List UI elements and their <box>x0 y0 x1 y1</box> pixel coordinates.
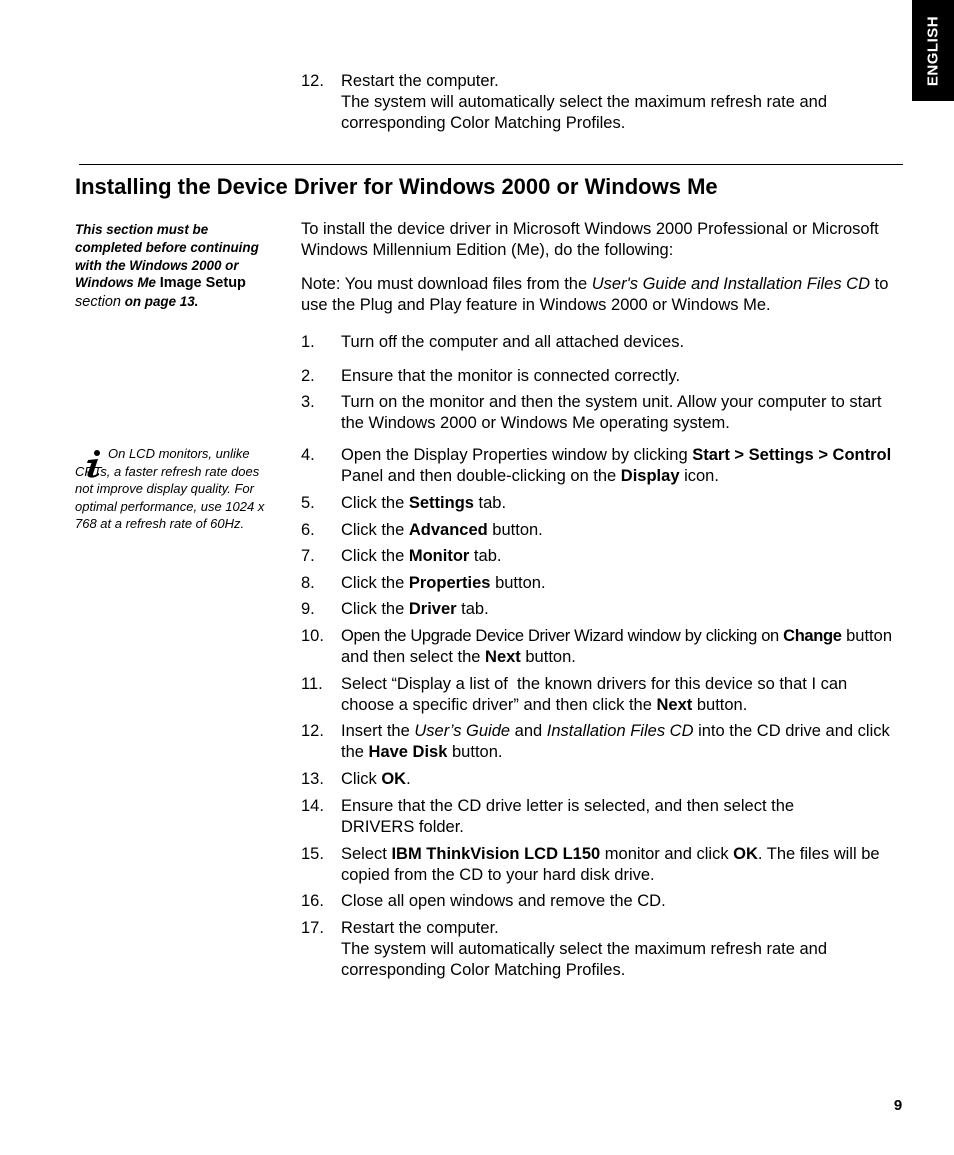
step-text-part: tab. <box>469 547 502 565</box>
sidebar-note <box>75 221 275 312</box>
ui-term: Advanced <box>408 521 488 539</box>
step-14 <box>301 796 901 838</box>
step-text-part: Click the <box>341 600 409 618</box>
ui-term: Properties <box>408 574 491 592</box>
product-name: IBM ThinkVision LCD L150 <box>391 845 601 863</box>
step-text <box>341 674 901 716</box>
note-text: Note: You must download files from the <box>301 275 592 293</box>
note-cd-title: User's Guide and Installation Files CD <box>591 275 871 293</box>
step-text: Turn on the monitor and then the system unit. Allow your computer to start the Windows 2000 or Windows Me operating system. <box>341 393 882 432</box>
step-text <box>341 520 901 541</box>
step-text: Ensure that the CD drive letter is selected, and then select the DRIVERS folder. <box>341 797 795 836</box>
step-number: 8. <box>301 574 315 592</box>
section-divider <box>79 164 903 165</box>
ui-term: Have Disk <box>368 743 448 761</box>
step-number: 6. <box>301 521 315 539</box>
step-text-part: Select “Display a list of the known drivers for this device so that I can choose a specific driver” and then click the <box>341 675 852 714</box>
step-text-part: Open the Display Properties window by clicking <box>341 446 693 464</box>
step-text-part: Open the Upgrade Device Driver Wizard window by clicking on <box>341 627 784 645</box>
step-number: 2. <box>301 367 315 385</box>
step-text <box>341 445 901 487</box>
intro-paragraph: To install the device driver in Microsoft Windows 2000 Professional or Microsoft Windows Millennium Edition (Me), do the following: <box>301 220 879 259</box>
step-text-part: Insert the <box>341 722 415 740</box>
sidebar-note-section: section <box>75 294 121 311</box>
doc-title: Installation Files CD <box>546 722 694 740</box>
step-text-part: Click the <box>341 574 409 592</box>
step-text: Restart the computer. <box>341 919 499 937</box>
step-text-part: Click <box>341 770 382 788</box>
step-2 <box>301 366 901 387</box>
step-text <box>341 626 901 668</box>
step-text-part: icon. <box>679 467 719 485</box>
step-text-part: and <box>510 722 547 740</box>
step-text-part: button. <box>490 574 546 592</box>
step-number: 3. <box>301 393 315 411</box>
step-number: 9. <box>301 600 315 618</box>
step-1 <box>301 332 901 353</box>
ui-term: Driver <box>408 600 457 618</box>
note-paragraph <box>301 274 901 316</box>
step-text: Turn off the computer and all attached devices. <box>341 333 685 351</box>
step-text-part: Click the <box>341 494 409 512</box>
step-text-part: button. <box>447 743 503 761</box>
step-detail: The system will automatically select the maximum refresh rate and corresponding Color Matching Profiles. <box>341 93 828 132</box>
step-15 <box>301 844 901 886</box>
sidebar-note-term: Image Setup <box>159 275 246 292</box>
step-text: Close all open windows and remove the CD. <box>341 892 666 910</box>
page-number: 9 <box>893 1097 903 1114</box>
step-text-part: monitor and click <box>600 845 734 863</box>
step-text-part: into the CD drive and click the <box>341 722 890 761</box>
step-10 <box>301 626 901 668</box>
step-text-part: button. <box>692 696 748 714</box>
step-11 <box>301 674 901 716</box>
step-text-part: button and then select the <box>341 627 892 666</box>
step-text: Ensure that the monitor is connected correctly. <box>341 367 681 385</box>
step-text-part: button. <box>520 648 576 666</box>
step-text-part: Panel and then double-clicking on the <box>341 467 621 485</box>
sidebar-note-text: This section must be completed before continuing with the Windows 2000 or Windows Me <box>75 222 259 291</box>
step-text: Restart the computer. <box>341 72 499 90</box>
step-text-part: . The files will be copied from the CD to your hard disk drive. <box>341 845 880 884</box>
step-text <box>341 573 901 594</box>
ui-term: Change <box>783 627 842 645</box>
language-tab-label: ENGLISH <box>924 15 942 86</box>
step-text <box>341 769 901 790</box>
step-text-part: Select <box>341 845 392 863</box>
step-3 <box>301 392 901 434</box>
ui-term: OK <box>733 845 758 863</box>
step-text-part: . <box>406 770 411 788</box>
step-text-part: button. <box>487 521 543 539</box>
step-text-part: tab. <box>473 494 507 512</box>
step-text-part: tab. <box>456 600 489 618</box>
step-number: 11. <box>301 675 323 693</box>
step-number: 14. <box>301 797 324 815</box>
step-number: 1. <box>301 333 315 351</box>
step-text-part: Click the <box>341 547 409 565</box>
menu-path: Start > Settings > Control <box>692 446 892 464</box>
step-number: 16. <box>301 892 324 910</box>
step-number: 13. <box>301 770 324 788</box>
step-5 <box>301 493 901 514</box>
step-17 <box>301 918 901 981</box>
step-text-part: Click the <box>341 521 409 539</box>
step-text <box>341 599 901 620</box>
step-text <box>341 844 901 886</box>
language-tab <box>912 0 954 101</box>
step-12 <box>301 721 901 763</box>
step-number: 17. <box>301 919 324 937</box>
previous-section-step-12 <box>301 71 901 134</box>
step-4 <box>301 445 901 487</box>
ui-term: Next <box>656 696 693 714</box>
section-title: Installing the Device Driver for Windows 2000 or Windows Me <box>75 174 718 199</box>
step-6 <box>301 520 901 541</box>
lcd-refresh-note: On LCD monitors, unlike CRTs, a faster refresh rate does not improve display quality. For optimal performance, use 1024 x 768 at a refresh rate of 60Hz. <box>75 446 265 532</box>
step-number: 5. <box>301 494 315 512</box>
step-8 <box>301 573 901 594</box>
doc-title: User’s Guide <box>414 722 511 740</box>
step-text <box>341 546 901 567</box>
step-detail: The system will automatically select the maximum refresh rate and corresponding Color Matching Profiles. <box>341 940 828 979</box>
step-9 <box>301 599 901 620</box>
ui-term: Monitor <box>408 547 470 565</box>
step-number: 4. <box>301 446 315 464</box>
sidebar-note-page-ref: on page 13. <box>124 294 199 310</box>
note-text-end: to use the Plug and Play feature in Windows 2000 or Windows Me. <box>301 275 889 314</box>
step-number: 12. <box>301 722 324 740</box>
ui-term: Settings <box>408 494 474 512</box>
step-number: 12. <box>301 72 324 90</box>
step-text <box>341 493 901 514</box>
step-13 <box>301 769 901 790</box>
step-7 <box>301 546 901 567</box>
step-number: 10. <box>301 627 324 645</box>
ui-term: Display <box>620 467 680 485</box>
ui-term: OK <box>381 770 407 788</box>
step-text <box>341 721 901 763</box>
step-number: 15. <box>301 845 324 863</box>
step-16 <box>301 891 901 912</box>
ui-term: Next <box>485 648 521 666</box>
step-number: 7. <box>301 547 315 565</box>
